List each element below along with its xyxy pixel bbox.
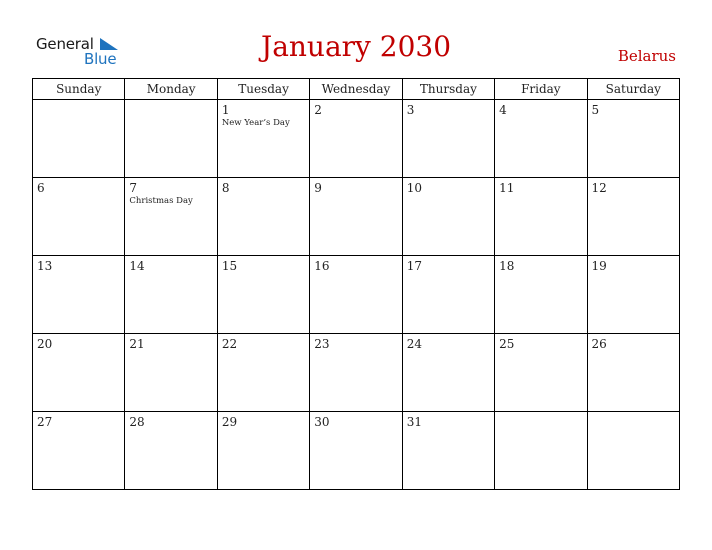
day-cell [587,256,679,334]
day-cell [125,412,217,490]
day-number: 27 [37,415,53,429]
day-cell [33,256,125,334]
week-row [33,100,680,178]
weekday-header-row [33,79,680,100]
day-cell [125,100,217,178]
day-number: 22 [221,337,238,351]
day-cell [217,100,309,178]
day-number: 11 [499,181,515,195]
day-cell [402,412,494,490]
day-number: 31 [406,415,422,429]
day-number: 21 [129,337,145,351]
day-cell [587,100,679,178]
day-number: 5 [591,103,600,117]
day-number: 29 [221,415,238,429]
day-number: 4 [499,103,507,117]
day-number: 23 [314,337,330,351]
day-cell [33,412,125,490]
day-number: 25 [499,337,515,351]
day-number: 14 [129,259,145,273]
calendar-grid [32,78,680,490]
day-number: 6 [37,181,45,195]
day-number: 7 [129,181,138,195]
day-number: 18 [499,259,515,273]
day-number: 3 [406,103,415,117]
page-title: January 2030 [260,30,452,63]
day-number: 26 [591,337,607,351]
day-number: 1 [221,103,230,117]
day-number: 15 [221,259,238,273]
day-cell [495,334,587,412]
week-row [33,334,680,412]
day-number: 30 [314,415,330,429]
day-cell [310,100,402,178]
day-cell [495,256,587,334]
day-cell [495,178,587,256]
day-cell [587,412,679,490]
day-cell [402,256,494,334]
day-number: 28 [129,415,145,429]
day-cell [310,412,402,490]
holiday-label: New Year’s Day [221,118,290,128]
day-number: 10 [406,181,422,195]
weekday-header: Wednesday [310,79,402,100]
day-cell [217,412,309,490]
day-cell [125,256,217,334]
day-cell [402,100,494,178]
weekday-header: Thursday [402,79,494,100]
day-number: 20 [37,337,53,351]
day-cell [33,100,125,178]
day-cell [310,178,402,256]
day-cell [33,334,125,412]
day-cell [217,334,309,412]
day-number: 13 [37,259,53,273]
logo-text-blue: Blue [84,50,117,68]
weekday-header: Saturday [587,79,679,100]
logo-text-general: General [36,35,94,53]
day-cell [310,256,402,334]
day-cell [402,334,494,412]
week-row [33,412,680,490]
day-number: 16 [314,259,330,273]
day-cell [495,412,587,490]
weekday-header: Sunday [33,79,125,100]
day-cell [587,334,679,412]
week-row [33,256,680,334]
country-label: Belarus [617,47,676,65]
day-number: 19 [591,259,607,273]
day-cell [217,256,309,334]
day-cell [402,178,494,256]
holiday-label: Christmas Day [129,196,193,206]
weekday-header: Friday [495,79,587,100]
day-cell [587,178,679,256]
day-number: 9 [314,181,322,195]
day-number: 2 [314,103,322,117]
day-cell [33,178,125,256]
day-cell [217,178,309,256]
day-number: 17 [406,259,422,273]
day-cell [125,334,217,412]
day-cell [125,178,217,256]
day-number: 12 [591,181,607,195]
weekday-header: Monday [125,79,217,100]
weekday-header: Tuesday [217,79,309,100]
day-cell [310,334,402,412]
day-number: 24 [406,337,422,351]
day-number: 8 [221,181,230,195]
day-cell [495,100,587,178]
week-row [33,178,680,256]
